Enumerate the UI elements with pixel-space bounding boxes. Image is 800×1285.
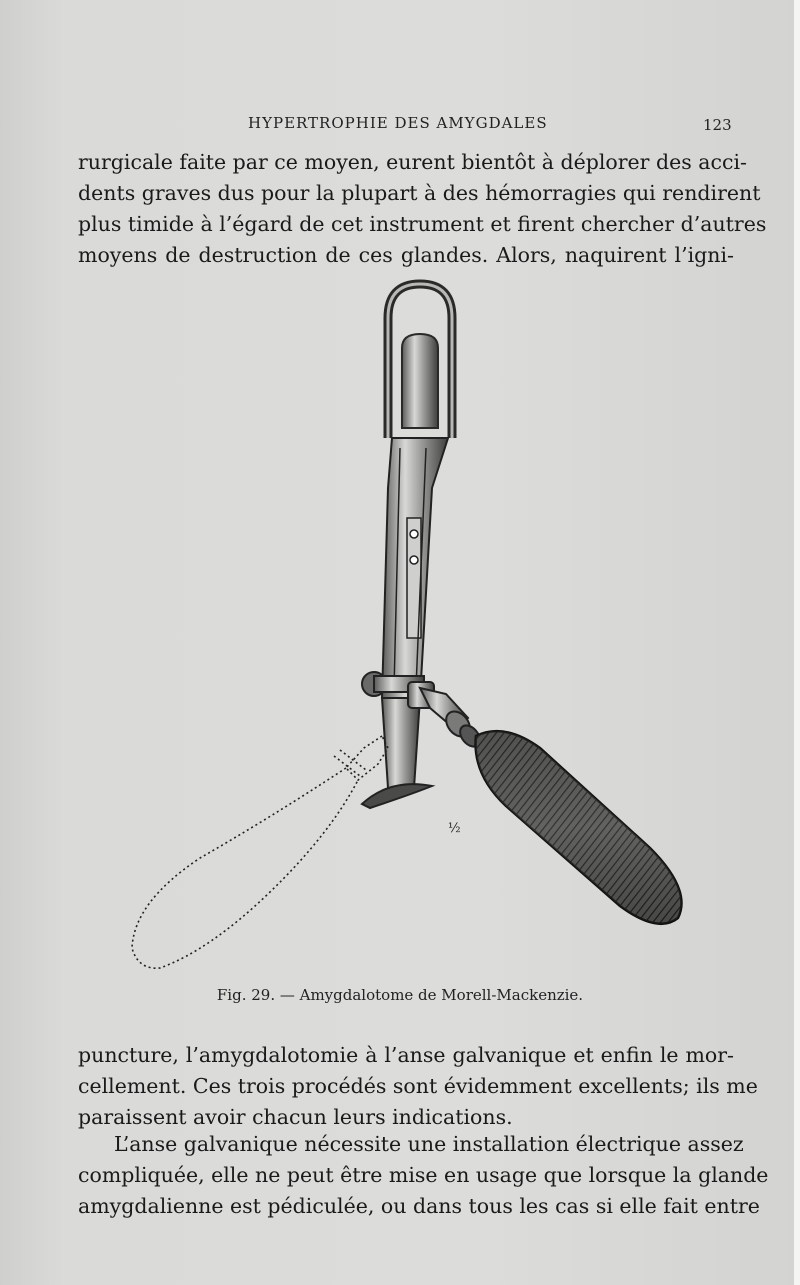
amygdalotome-illustration: [120, 278, 700, 978]
shaft: [382, 438, 448, 788]
text-line: dents graves dus pour la plupart à des hémorragies qui rendirent: [78, 181, 761, 205]
text-line: amygdalienne est pédiculée, ou dans tous les cas si elle fait entre: [78, 1194, 760, 1218]
caption-text: Fig. 29. — Amygdalotome de Morell-Mackenzie.: [216, 986, 584, 1004]
text-line: rurgicale faite par ce moyen, eurent bientôt à déplorer des acci-: [78, 150, 747, 174]
ring-blade: [388, 284, 452, 438]
text-line: compliquée, elle ne peut être mise en usage que lorsque la glande: [78, 1163, 769, 1187]
running-head: HYPERTROPHIE DES AMYGDALES: [248, 114, 548, 132]
finger-rest: [362, 784, 432, 808]
text-line: puncture, l’amygdalotomie à l’anse galvanique et enfin le mor-: [78, 1043, 734, 1067]
text-line: cellement. Ces trois procédés sont évidemment excellents; ils me: [78, 1074, 758, 1098]
figure-caption: [0, 986, 800, 1004]
paragraph-middle: [78, 1040, 758, 1133]
page-number: 123: [703, 116, 732, 134]
page-edge: [794, 0, 800, 1285]
paragraph-top: [78, 147, 767, 271]
fluted-handle: [476, 731, 682, 924]
paragraph-bottom: [78, 1129, 769, 1222]
handle-neck: [420, 688, 484, 750]
text-line: paraissent avoir chacun leurs indications.: [78, 1105, 513, 1129]
text-line: moyens de destruction de ces glandes. Alors, naquirent l’igni-: [78, 243, 734, 267]
scale-label: ½: [448, 821, 461, 836]
dotted-alternate-handle: [132, 736, 388, 968]
text-line: plus timide à l’égard de cet instrument et firent chercher d’autres: [78, 212, 767, 236]
text-line: L’anse galvanique nécessite une installation électrique assez: [114, 1132, 744, 1156]
